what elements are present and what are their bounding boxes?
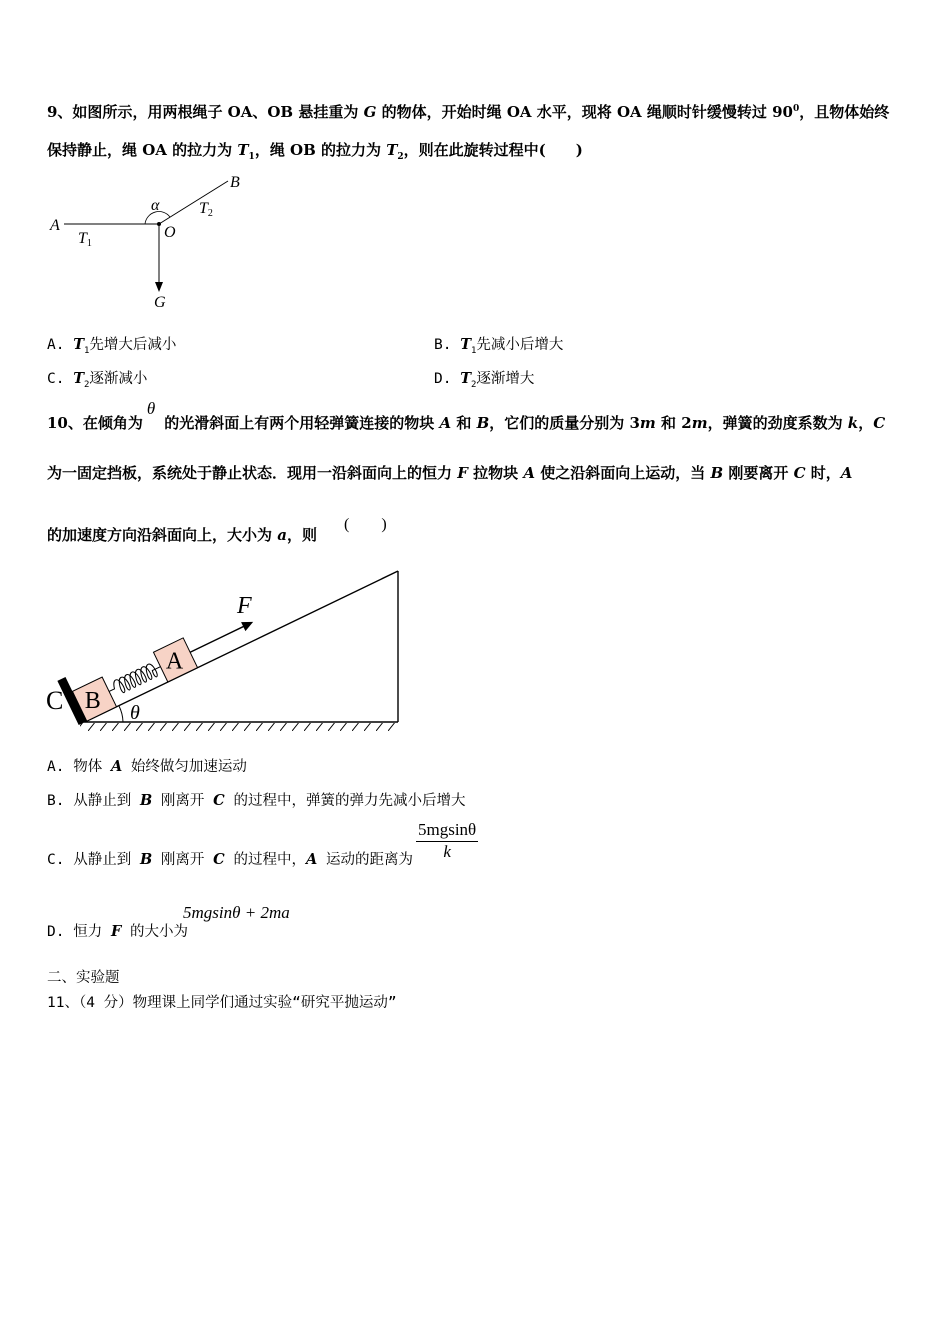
option-var: T bbox=[73, 336, 84, 353]
q10-text: 拉物块 bbox=[467, 464, 524, 482]
q11-text: 11、（4 分）物理课上同学们通过实验“研究平抛运动” bbox=[47, 995, 397, 1011]
q10-text: 和 2 bbox=[655, 414, 692, 432]
q10-text: ，弹簧的劲度系数为 bbox=[707, 414, 848, 432]
q9-text: 的物体，开始时绳 OA 水平，现将 OA 绳顺时针缓慢转过 90 bbox=[376, 103, 793, 121]
option-sub: 2 bbox=[471, 379, 477, 390]
q10-var-k: k bbox=[847, 414, 859, 432]
q10-answer-paren: ( ) bbox=[344, 516, 387, 533]
q9-text: ，则在此旋转过程中( ) bbox=[403, 141, 583, 159]
label-t2: T2 bbox=[199, 200, 213, 219]
q9-var-T2: T bbox=[386, 141, 398, 159]
q10-text: 为一固定挡板，系统处于静止状态．现用一沿斜面向上的恒力 bbox=[47, 464, 458, 482]
option-letter: C. bbox=[47, 852, 74, 868]
q10-incline-diagram bbox=[40, 563, 405, 743]
q10-text: ， bbox=[858, 414, 874, 432]
q10-line1 bbox=[47, 399, 886, 433]
q10-var-a: a bbox=[277, 526, 287, 544]
q10-option-d[interactable] bbox=[47, 920, 188, 941]
option-text: 恒力 bbox=[73, 924, 111, 940]
option-text: 先增大后减小 bbox=[89, 337, 177, 353]
label-o: O bbox=[164, 224, 176, 241]
fraction-numerator: 5mgsinθ bbox=[416, 820, 478, 842]
option-var: A bbox=[110, 758, 123, 775]
angle-theta-arc bbox=[119, 706, 123, 722]
q10-text: 使之沿斜面向上运动，当 bbox=[534, 464, 711, 482]
label-g: G bbox=[154, 294, 166, 311]
q9-degree-sup: 0 bbox=[793, 104, 800, 114]
q10-var-A: A bbox=[523, 464, 535, 482]
q9-text: ，且物体始终 bbox=[799, 103, 890, 121]
option-var: B bbox=[139, 851, 153, 868]
q9-text: 保持静止，绳 OA 的拉力为 bbox=[47, 141, 238, 159]
q9-option-d[interactable] bbox=[434, 367, 534, 390]
q10-var-B: B bbox=[710, 464, 724, 482]
option-letter: D. bbox=[47, 924, 74, 940]
q10-text: 10、在倾角为 bbox=[47, 414, 143, 432]
section-title: 二、实验题 bbox=[47, 970, 120, 986]
label-a: A bbox=[50, 217, 60, 234]
option-var: B bbox=[139, 792, 153, 809]
option-text: 运动的距离为 bbox=[317, 852, 413, 868]
label-theta: θ bbox=[130, 702, 140, 724]
q9-var-G: G bbox=[363, 103, 377, 121]
ground-hatch bbox=[80, 723, 398, 732]
option-sub: 1 bbox=[84, 345, 90, 356]
q10-var-F: F bbox=[457, 464, 468, 482]
option-text: 的过程中，弹簧的弹力先减小后增大 bbox=[224, 793, 466, 809]
label-f: F bbox=[237, 593, 252, 619]
force-f-arrow bbox=[190, 624, 249, 653]
option-letter: B. bbox=[47, 793, 74, 809]
label-c: C bbox=[46, 686, 64, 715]
block-b-label: B bbox=[84, 687, 101, 714]
q10-option-c[interactable] bbox=[47, 848, 413, 869]
q9-sub: 1 bbox=[248, 152, 255, 162]
option-var: T bbox=[460, 370, 471, 387]
option-letter: D. bbox=[434, 371, 461, 387]
option-letter: C. bbox=[47, 371, 74, 387]
q10-option-c-fraction bbox=[416, 820, 478, 862]
option-text: 逐渐减小 bbox=[89, 371, 148, 387]
q10-var-m: m bbox=[691, 414, 708, 432]
fraction-denominator: k bbox=[443, 842, 451, 861]
q10-text: ，它们的质量分别为 3 bbox=[489, 414, 640, 432]
option-letter: B. bbox=[434, 337, 461, 353]
q10-text: ，则 bbox=[286, 526, 317, 544]
q10-text: 和 bbox=[451, 414, 477, 432]
label-b: B bbox=[230, 174, 240, 191]
q10-text: 时， bbox=[805, 464, 841, 482]
option-var: A bbox=[305, 851, 318, 868]
force-f-arrowhead bbox=[241, 617, 255, 631]
option-letter: A. bbox=[47, 759, 74, 775]
q10-var-C: C bbox=[873, 414, 886, 432]
option-text: 物体 bbox=[73, 759, 111, 775]
q10-var-m: m bbox=[639, 414, 656, 432]
block-a-label: A bbox=[165, 648, 184, 675]
q9-line1 bbox=[47, 101, 889, 122]
option-text: 刚离开 bbox=[152, 793, 214, 809]
q10-var-A: A bbox=[439, 414, 452, 432]
q10-option-d-expression: 5mgsinθ + 2ma bbox=[183, 903, 290, 922]
q9-text: 9、如图所示，用两根绳子 OA、OB 悬挂重为 bbox=[47, 103, 364, 121]
label-alpha: α bbox=[151, 197, 160, 214]
q9-option-a[interactable] bbox=[47, 333, 176, 356]
q9-option-c[interactable] bbox=[47, 367, 147, 390]
option-text: 始终做匀加速运动 bbox=[122, 759, 247, 775]
option-var: T bbox=[460, 336, 471, 353]
option-text: 逐渐增大 bbox=[476, 371, 535, 387]
q10-text: 的光滑斜面上有两个用轻弹簧连接的物块 bbox=[164, 414, 440, 432]
option-sub: 2 bbox=[84, 379, 90, 390]
q10-text: 的加速度方向沿斜面向上，大小为 bbox=[47, 526, 278, 544]
q9-var-T1: T bbox=[237, 141, 249, 159]
option-letter: A. bbox=[47, 337, 74, 353]
q10-var-theta: θ bbox=[146, 399, 156, 418]
option-text: 从静止到 bbox=[73, 793, 140, 809]
q10-option-b[interactable] bbox=[47, 789, 465, 810]
option-var: C bbox=[213, 792, 225, 809]
point-o bbox=[157, 222, 161, 226]
q10-var-A: A bbox=[840, 464, 853, 482]
q9-force-diagram bbox=[40, 170, 260, 315]
option-text: 从静止到 bbox=[73, 852, 140, 868]
q10-line3 bbox=[47, 524, 317, 545]
q10-line2 bbox=[47, 462, 852, 483]
spring bbox=[106, 660, 164, 698]
q10-var-B: B bbox=[476, 414, 490, 432]
rope-ob bbox=[159, 181, 228, 224]
option-text: 的过程中， bbox=[224, 852, 306, 868]
q9-text: ，绳 OB 的拉力为 bbox=[254, 141, 387, 159]
option-var: F bbox=[110, 923, 122, 940]
weight-arrowhead bbox=[155, 282, 163, 292]
q10-var-C: C bbox=[793, 464, 806, 482]
q10-option-a[interactable] bbox=[47, 755, 247, 776]
q9-option-b[interactable] bbox=[434, 333, 563, 356]
option-var: C bbox=[213, 851, 225, 868]
option-var: T bbox=[73, 370, 84, 387]
q10-text: 刚要离开 bbox=[723, 464, 794, 482]
label-t1: T1 bbox=[78, 230, 92, 249]
option-text: 的大小为 bbox=[121, 924, 188, 940]
option-text: 先减小后增大 bbox=[476, 337, 564, 353]
q9-line2 bbox=[47, 139, 583, 162]
q9-sub: 2 bbox=[397, 152, 404, 162]
option-sub: 1 bbox=[471, 345, 477, 356]
option-text: 刚离开 bbox=[152, 852, 214, 868]
